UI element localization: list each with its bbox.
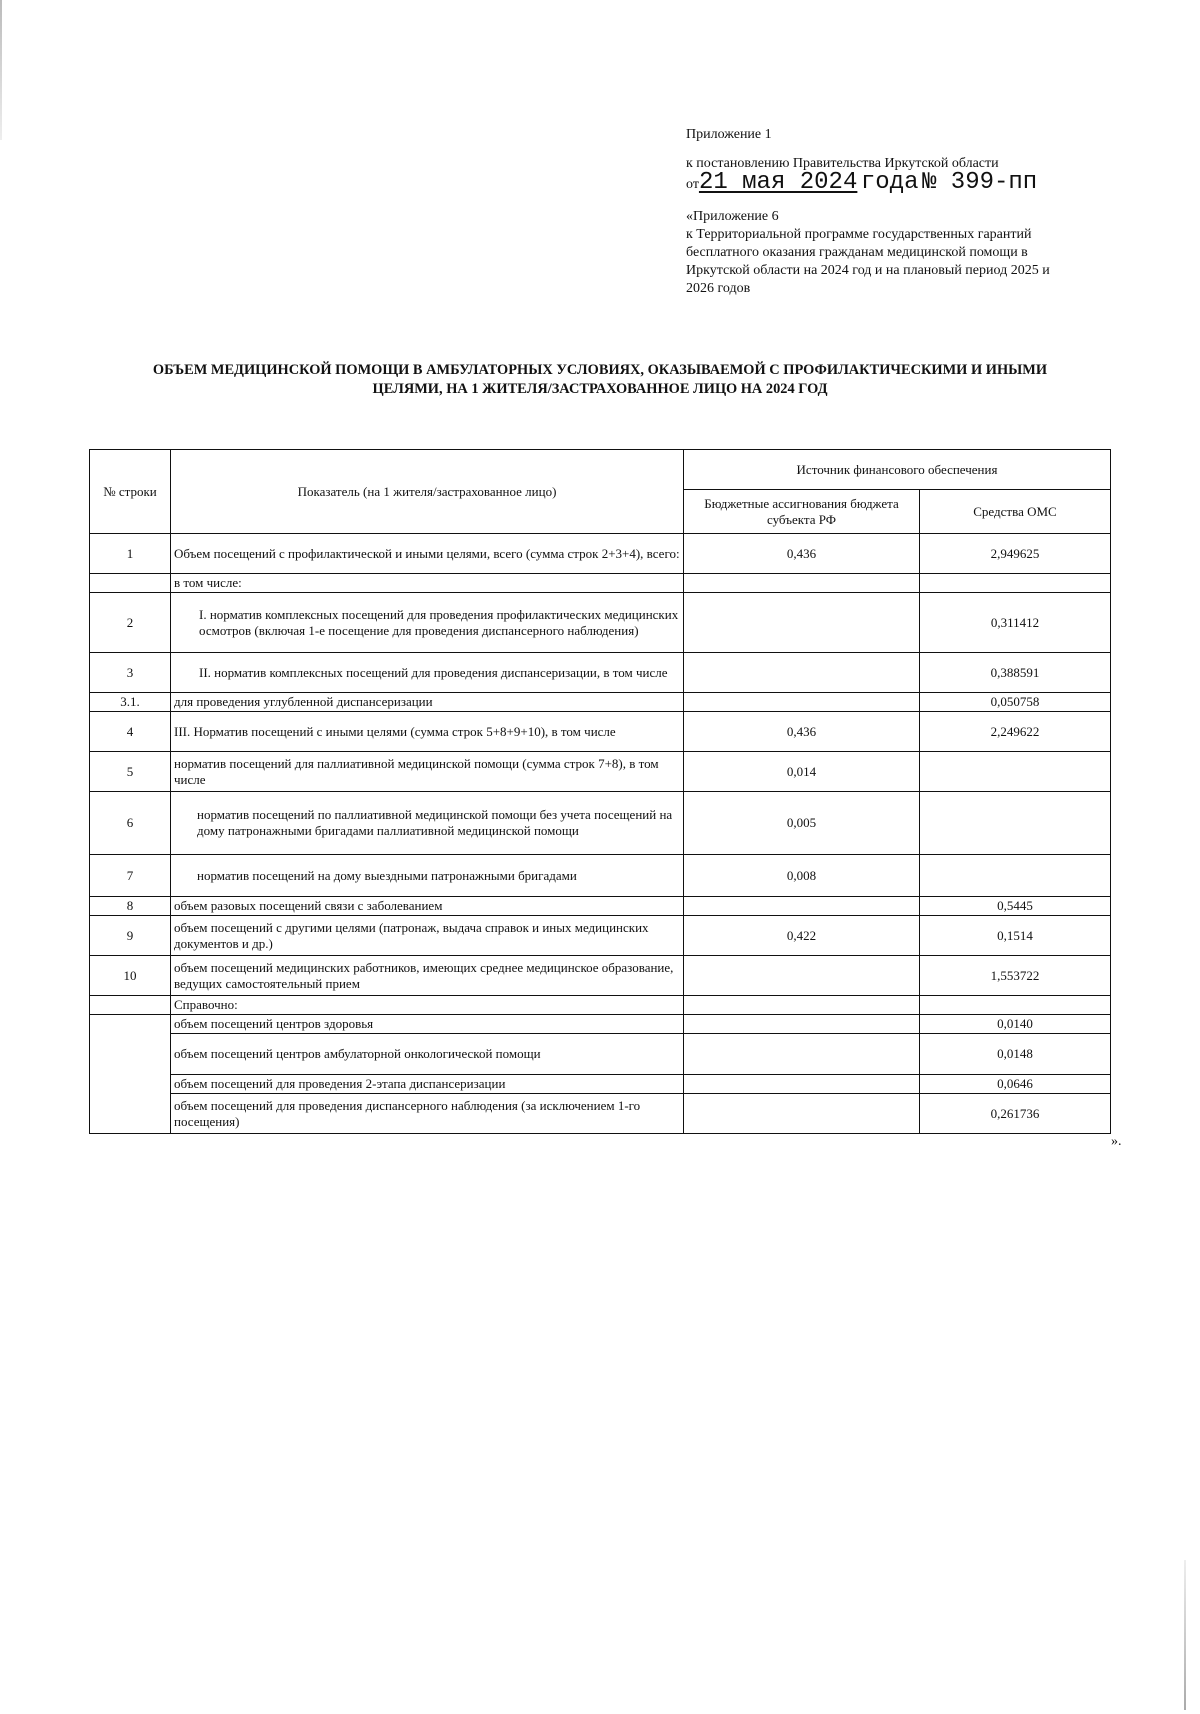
row-budget-value	[684, 996, 920, 1015]
table-row	[90, 855, 1111, 897]
row-number: 5	[90, 752, 171, 792]
decree-date-number	[686, 169, 1106, 196]
row-budget-value	[684, 1094, 920, 1134]
row-number: 6	[90, 792, 171, 855]
row-oms-value: 0,0646	[920, 1075, 1111, 1094]
table-row	[90, 1015, 1111, 1034]
row-indicator: объем посещений центров здоровья	[171, 1015, 684, 1034]
row-budget-value: 0,008	[684, 855, 920, 897]
row-budget-value: 0,014	[684, 752, 920, 792]
document-title	[100, 361, 1100, 399]
row-indicator: Справочно:	[171, 996, 684, 1015]
row-indicator: объем посещений с другими целями (патронаж, выдача справок и иных медицинских документов и др.)	[171, 916, 684, 956]
table-row	[90, 1034, 1111, 1075]
row-budget-value	[684, 593, 920, 653]
row-oms-value: 0,311412	[920, 593, 1111, 653]
row-oms-value	[920, 792, 1111, 855]
row-budget-value: 0,436	[684, 534, 920, 574]
row-indicator: объем посещений медицинских работников, имеющих среднее медицинское образование, ведущих самостоятельный прием	[171, 956, 684, 996]
header-budget: Бюджетные ассигнования бюджета субъекта РФ	[684, 490, 920, 534]
closing-quote: ».	[1111, 1134, 1122, 1149]
row-number: 1	[90, 534, 171, 574]
title-line: ОБЪЕМ МЕДИЦИНСКОЙ ПОМОЩИ В АМБУЛАТОРНЫХ УСЛОВИЯХ, ОКАЗЫВАЕМОЙ С ПРОФИЛАКТИЧЕСКИМИ И ИНЫМИ	[152, 362, 1048, 378]
row-number: 8	[90, 897, 171, 916]
row-indicator: Объем посещений с профилактической и иными целями, всего (сумма строк 2+3+4), всего:	[171, 534, 684, 574]
row-oms-value: 0,0140	[920, 1015, 1111, 1034]
row-number: 9	[90, 916, 171, 956]
row-indicator: норматив посещений по паллиативной медицинской помощи без учета посещений на дому патронажными бригадами паллиативной медицинской помощи	[171, 792, 684, 855]
row-budget-value	[684, 956, 920, 996]
table-row	[90, 574, 1111, 593]
table-row	[90, 653, 1111, 693]
row-indicator: для проведения углубленной диспансеризации	[171, 693, 684, 712]
table-row	[90, 1094, 1111, 1134]
row-budget-value: 0,005	[684, 792, 920, 855]
row-budget-value	[684, 693, 920, 712]
row-indicator: объем посещений центров амбулаторной онкологической помощи	[171, 1034, 684, 1075]
row-oms-value: 0,261736	[920, 1094, 1111, 1134]
row-indicator: III. Норматив посещений с иными целями (сумма строк 5+8+9+10), в том числе	[171, 712, 684, 752]
row-budget-value	[684, 1034, 920, 1075]
row-indicator: в том числе:	[171, 574, 684, 593]
row-number	[90, 574, 171, 593]
appendix-6-line: к Территориальной программе государственных гарантий	[686, 227, 1032, 242]
appendix-6-line: Иркутской области на 2024 год и на плановый период 2025 и	[686, 263, 1050, 278]
table-row	[90, 996, 1111, 1015]
row-number: 3	[90, 653, 171, 693]
row-indicator: норматив посещений на дому выездными патронажными бригадами	[171, 855, 684, 897]
table-row	[90, 956, 1111, 996]
row-budget-value: 0,422	[684, 916, 920, 956]
volume-table	[89, 449, 1111, 1134]
row-oms-value: 2,949625	[920, 534, 1111, 574]
row-indicator: I. норматив комплексных посещений для проведения профилактических медицинских осмотров (включая 1-е посещение для проведения диспансерного наблюдения)	[171, 593, 684, 653]
row-oms-value: 0,0148	[920, 1034, 1111, 1075]
row-number: 7	[90, 855, 171, 897]
table-row	[90, 897, 1111, 916]
row-oms-value: 0,5445	[920, 897, 1111, 916]
row-oms-value: 1,553722	[920, 956, 1111, 996]
row-number: 2	[90, 593, 171, 653]
row-number	[90, 1015, 171, 1134]
row-oms-value: 2,249622	[920, 712, 1111, 752]
row-indicator: объем посещений для проведения диспансерного наблюдения (за исключением 1-го посещения)	[171, 1094, 684, 1134]
table-row	[90, 916, 1111, 956]
appendix-6-line: «Приложение 6	[686, 209, 779, 224]
row-budget-value: 0,436	[684, 712, 920, 752]
row-budget-value	[684, 897, 920, 916]
table-row	[90, 792, 1111, 855]
row-number: 10	[90, 956, 171, 996]
row-indicator: норматив посещений для паллиативной медицинской помощи (сумма строк 7+8), в том числе	[171, 752, 684, 792]
scan-edge-left	[0, 0, 2, 140]
row-budget-value	[684, 1075, 920, 1094]
table-row	[90, 752, 1111, 792]
row-oms-value	[920, 752, 1111, 792]
table-row	[90, 1075, 1111, 1094]
row-budget-value	[684, 574, 920, 593]
row-budget-value	[684, 653, 920, 693]
appendix-1-label: Приложение 1	[686, 127, 772, 142]
appendix-header	[686, 126, 1106, 298]
row-number	[90, 996, 171, 1015]
decree-year-word: года	[860, 169, 919, 196]
row-oms-value	[920, 855, 1111, 897]
row-oms-value: 0,050758	[920, 693, 1111, 712]
title-line: ЦЕЛЯМИ, НА 1 ЖИТЕЛЯ/ЗАСТРАХОВАННОЕ ЛИЦО НА 2024 ГОД	[372, 381, 828, 397]
row-indicator: объем посещений для проведения 2-этапа диспансеризации	[171, 1075, 684, 1094]
row-indicator: II. норматив комплексных посещений для проведения диспансеризации, в том числе	[171, 653, 684, 693]
table-row	[90, 712, 1111, 752]
row-oms-value: 0,1514	[920, 916, 1111, 956]
scan-edge-right	[1184, 1560, 1186, 1710]
header-funding-source: Источник финансового обеспечения	[684, 450, 1111, 490]
appendix-6-block	[686, 208, 1106, 298]
header-indicator: Показатель (на 1 жителя/застрахованное лицо)	[171, 450, 684, 534]
decree-date: 21 мая 2024	[698, 169, 858, 196]
appendix-6-line: 2026 годов	[686, 281, 751, 296]
decree-reference: к постановлению Правительства Иркутской области	[686, 156, 999, 171]
table-row	[90, 593, 1111, 653]
table-row	[90, 693, 1111, 712]
row-number: 3.1.	[90, 693, 171, 712]
table-row	[90, 534, 1111, 574]
header-oms: Средства ОМС	[920, 490, 1111, 534]
row-number: 4	[90, 712, 171, 752]
decree-prefix: от	[686, 177, 699, 192]
row-indicator: объем разовых посещений связи с заболеванием	[171, 897, 684, 916]
decree-number: № 399-пп	[921, 169, 1038, 196]
row-budget-value	[684, 1015, 920, 1034]
row-oms-value: 0,388591	[920, 653, 1111, 693]
row-oms-value	[920, 574, 1111, 593]
appendix-6-line: бесплатного оказания гражданам медицинской помощи в	[686, 245, 1028, 260]
row-oms-value	[920, 996, 1111, 1015]
header-row-number: № строки	[90, 450, 171, 534]
